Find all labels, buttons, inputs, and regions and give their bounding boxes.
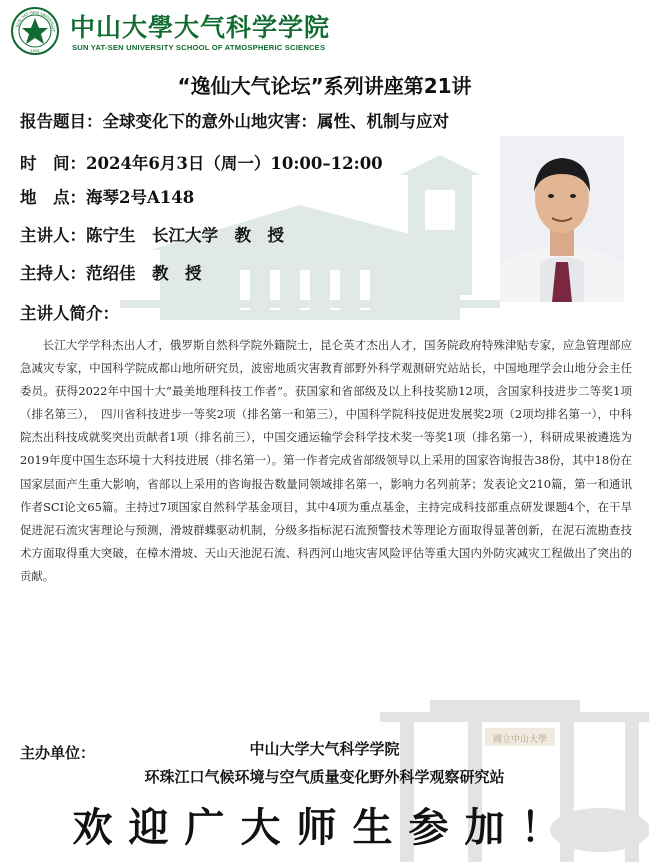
sponsor-secondary: 环珠江口气候环境与空气质量变化野外科学观察研究站 — [144, 768, 505, 786]
topic-label: 报告题目： — [20, 112, 103, 131]
header — [10, 6, 410, 58]
host-row — [20, 260, 202, 284]
topic-row — [20, 108, 449, 132]
time-label: 时 间： — [20, 154, 86, 173]
speaker-photo — [500, 136, 624, 302]
host-value: 范绍佳 教 授 — [86, 264, 202, 283]
sponsor-label: 主办单位： — [20, 744, 96, 762]
topic-value: 全球变化下的意外山地灾害：属性、机制与应对 — [102, 112, 449, 131]
gate-sign-text: 國立中山大學 — [492, 735, 548, 745]
lecture-title: “逸仙大气论坛”系列讲座第21讲 — [177, 74, 472, 98]
university-name-cn: 中山大學大气科学学院 — [70, 13, 331, 42]
welcome-slogan: 欢迎广大师生参加！ — [72, 804, 577, 851]
speaker-row — [20, 222, 284, 246]
place-label: 地 点： — [20, 188, 86, 207]
host-label: 主持人： — [20, 264, 86, 283]
university-name-en: SUN YAT-SEN UNIVERSITY SCHOOL OF ATMOSPHERIC SCIENCES — [72, 43, 326, 52]
sponsor-primary: 中山大学大气科学学院 — [249, 740, 400, 758]
time-row — [20, 150, 383, 174]
speaker-value: 陈宁生 长江大学 教 授 — [86, 226, 284, 245]
speaker-label: 主讲人： — [20, 226, 86, 245]
place-row — [20, 184, 194, 208]
speaker-introduction: 长江大学学科杰出人才，俄罗斯自然科学院外籍院士，昆仑英才杰出人才，国务院政府特殊津贴专家，应急管理部应急减灾专家，中国科学院成都山地所研究员，波密地质灾害教育部野外科学观测研究站站长，中国地理学会山地分会主任委员。获得2022年中国十大“最美地理科技工作者”。获国家和省部级及以上科技奖励12项，含国家科技进步二等奖1项（排名第三）， 四川省科技进步一等奖2项（排名第一和第三），中国科学院科技促进发展奖2项（2项均排名第一），中科院杰出科技成就奖突出贡献者1项（排名前三），中国交通运输学会科学技术奖一等奖1项（排名第一），科研成果被遴选为 2019年度中国生态环境十大科技进展（排名第一）。第一作者完成省部级领导以上采用的国家咨询报告38份，其中18份在国家层面产生重大影响，省部以上采用的咨询报告数量同领域排名第一，影响力名列前茅；发表论文210篇，第一和通讯作者SCI论文65篇。主持过7项国家自然科学基金项目，其中4项为重点基金，主持完成科技部重点研发课题4个，在干旱促进泥石流灾害理论与预测，滑坡群蝶驱动机制，分级多指标泥石流预警技术等理论方面取得显著创新，在泥石流勘查技术方面取得重大突破，在樟木滑坡、天山天池泥石流、科西河山地灾害风险评估等重大国内外防灾减灾工程做出了突出的贡献。 — [20, 338, 644, 583]
time-value: 2024年6月3日（周一）10:00–12:00 — [86, 154, 383, 173]
svg-text:SUN YAT-SEN UNIVERSITY: SUN YAT-SEN UNIVERSIT — [14, 9, 57, 32]
intro-heading: 主讲人简介： — [20, 304, 119, 323]
svg-text:1924: 1924 — [30, 48, 40, 53]
place-value: 海琴2号A148 — [86, 188, 195, 207]
university-emblem-icon — [10, 6, 60, 56]
